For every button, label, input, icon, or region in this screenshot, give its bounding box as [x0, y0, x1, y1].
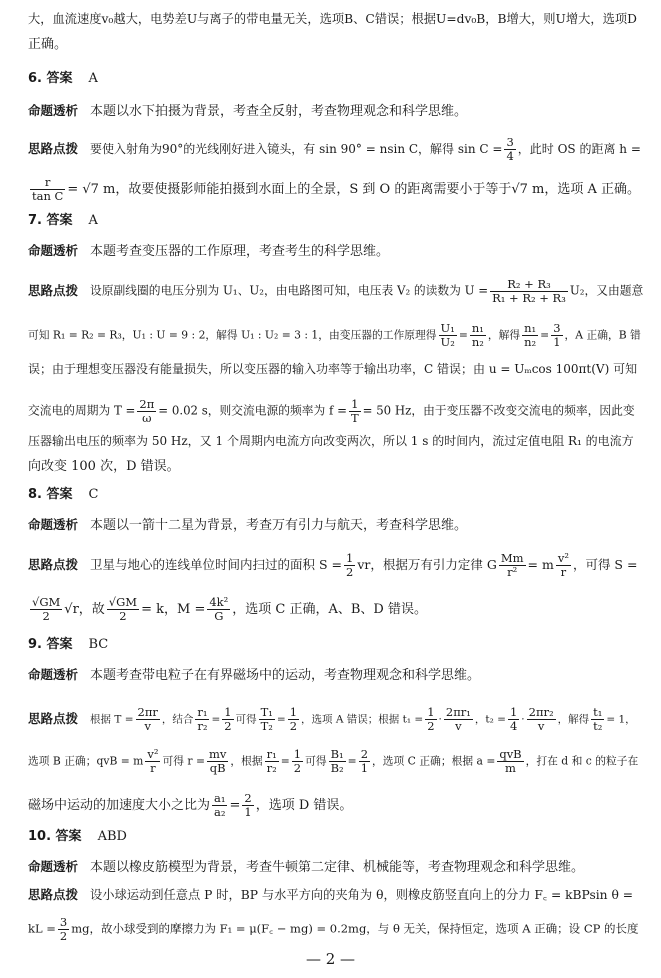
fraction: $\frac{\text{U₁}}{\text{U₂}}$: [440, 321, 455, 349]
fraction: $\frac{1}{2}$: [224, 705, 232, 733]
fraction: $\frac{2}{1}$: [244, 791, 252, 819]
fraction: $\frac{\text{r₁}}{\text{r₂}}$: [197, 705, 208, 733]
text-line: 命题透析 本题以橡皮筋模型为背景，考查牛顿第二定律、机械能等，考查物理观念和科学思维。: [28, 859, 585, 875]
fraction: $\frac{√GM}{2}$: [32, 595, 61, 623]
fraction: $\frac{1}{2}$: [289, 705, 298, 733]
fraction: $\frac{1}{2}$: [427, 705, 435, 733]
text-line: $\frac{r}{\text{tan C}}$ = √7 m，故要使摄影师能拍摄到水面上的全景，S 到 O 的距离需要小于等于√7 m，选项 A 正确。: [32, 175, 641, 203]
fraction: $\frac{3}{4}$: [506, 135, 514, 163]
text-line: 磁场中运动的加速度大小之比为 $\frac{\text{a₁}}{\text{a₂}}$ = $\frac{2}{1}$ ，选项 D 错误。: [28, 791, 353, 819]
fraction: $\frac{3}{2}$: [59, 915, 68, 943]
fraction: $\frac{2\pi}{\omega}$: [139, 397, 155, 425]
text-line: 命题透析 本题以一箭十二星为背景，考查万有引力与航天，考查科学思维。: [28, 517, 468, 533]
text-line: 大，血流速度v₀越大，电势差U与离子的带电量无关，选项B、C错误；根据U=dv₀B，B增大，则U增大，选项D: [28, 12, 637, 26]
text-line: 误；由于理想变压器没有能量损失，所以变压器的输入功率等于输出功率，C 错误；由 u = Uₘcos 100πt(V) 可知: [28, 362, 638, 376]
fraction: $\frac{\text{v²}}{r}$: [557, 551, 569, 579]
fraction: $\frac{2\pi r}{v}$: [137, 705, 158, 733]
text-line: 命题透析 本题考查变压器的工作原理，考查考生的科学思维。: [28, 243, 390, 259]
text-line: 思路点拨 要使入射角为90°的光线刚好进入镜头，有 sin 90° = nsin C，解得 sin C = $\frac{3}{4}$ ，此时 OS 的距离 h =: [28, 135, 641, 163]
fraction: $\frac{1}{4}$: [509, 705, 518, 733]
answer-heading: 6. 答案 A: [28, 71, 98, 86]
fraction: $\frac{\text{T₁}}{\text{T₂}}$: [260, 705, 273, 733]
fraction: $\frac{√GM}{2}$: [108, 595, 138, 623]
fraction: $\frac{mv}{qB}$: [208, 747, 227, 775]
text-line: 思路点拨 设小球运动到任意点 P 时，BP 与水平方向的夹角为 θ，则橡皮筋竖直向上的分力 F꜀ = kBPsin θ =: [28, 887, 633, 902]
fraction: $\frac{\text{qvB}}{m}$: [499, 747, 522, 775]
fraction: $\frac{\text{r₁}}{\text{r₂}}$: [266, 747, 277, 775]
text-line: kL = $\frac{3}{2}$ mg，故小球受到的摩擦力为 F₁ = μ(F꜀ − mg) = 0.2mg，与 θ 无关，保持恒定，选项 A 正确；设 CP 的长度: [28, 915, 639, 943]
answer-heading: 7. 答案 A: [28, 213, 98, 228]
text-line: 命题透析 本题考查带电粒子在有界磁场中的运动，考查物理观念和科学思维。: [28, 667, 481, 683]
answer-heading: 10. 答案 ABD: [28, 829, 127, 844]
fraction: $\frac{\text{n₁}}{\text{n₂}}$: [524, 321, 537, 349]
text-line: 思路点拨 卫星与地心的连线单位时间内扫过的面积 S = $\frac{1}{2}$ vr，根据万有引力定律 G $\frac{Mm}{\text{r²}}$ = m $\frac{\text{v²}}{r}$ ，可得 S =: [28, 551, 638, 579]
fraction: $\frac{r}{\text{tan C}}$: [32, 175, 64, 203]
text-line: 命题透析 本题以水下拍摄为背景，考查全反射，考查物理观念和科学思维。: [28, 103, 468, 119]
fraction: $\frac{1}{2}$: [293, 747, 302, 775]
text-line: $\frac{√GM}{2}$ √r，故 $\frac{√GM}{2}$ = k，M = $\frac{\text{4k²}}{G}$ ，选项 C 正确，A、B、D 错误。: [32, 595, 427, 623]
fraction: $\frac{Mm}{\text{r²}}$: [500, 551, 524, 579]
fraction: $\frac{2}{1}$: [360, 747, 369, 775]
fraction: $\frac{\text{2πr₁}}{v}$: [445, 705, 471, 733]
text-line: 思路点拨 根据 T = $\frac{2\pi r}{v}$ ，结合 $\frac{\text{r₁}}{\text{r₂}}$ = $\frac{1}{2}$ 可得 $\frac{\text{T₁}}{\text{T₂}}$ = $\frac{1}{2}$ ，选项 A 错误；根据 t₁ = $\frac{1}{2}$ · $\frac{\text{2πr₁}}{v}$ ，t₂ = $\frac{1}{4}$ · $\frac{\text{2πr₂}}{v}$ ，解得 $\frac{\text{t₁}}{\text{t₂}}$ = 1，: [28, 705, 636, 733]
text-line: 可知 R₁ = R₂ = R₃，U₁ : U = 9 : 2，解得 U₁ : U₂ = 3 : 1，由变压器的工作原理得 $\frac{\text{U₁}}{\text{U₂}}$ = $\frac{\text{n₁}}{\text{n₂}}$ ，解得 $\frac{\text{n₁}}{\text{n₂}}$ = $\frac{3}{1}$ ，A 正确，B 错: [28, 321, 641, 349]
fraction: $\frac{\text{R₂ + R₃}}{\text{R₁ + R₂ + R₃}}$: [492, 277, 566, 305]
text-line: 选项 B 正确；qvB = m $\frac{\text{v²}}{r}$ 可得 r = $\frac{mv}{qB}$ ，根据 $\frac{\text{r₁}}{\text{r₂}}$ = $\frac{1}{2}$ 可得 $\frac{\text{B₁}}{\text{B₂}}$ = $\frac{2}{1}$ ，选项 C 正确；根据 a = $\frac{\text{qvB}}{m}$ ，打在 d 和 c 的粒子在: [28, 747, 639, 775]
fraction: $\frac{1}{T}$: [350, 397, 359, 425]
fraction: $\frac{\text{a₁}}{\text{a₂}}$: [214, 791, 226, 819]
text-line: 压器输出电压的频率为 50 Hz，又 1 个周期内电流方向改变两次，所以 1 s 的时间内，流过定值电阻 R₁ 的电流方: [28, 434, 634, 448]
page-number: — 2 —: [305, 950, 356, 968]
fraction: $\frac{3}{1}$: [553, 321, 561, 349]
text-line: 向改变 100 次，D 错误。: [28, 459, 180, 474]
fraction: $\frac{\text{4k²}}{G}$: [209, 595, 229, 623]
fraction: $\frac{\text{2πr₂}}{v}$: [528, 705, 554, 733]
answer-heading: 9. 答案 BC: [28, 637, 109, 652]
fraction: $\frac{\text{n₁}}{\text{n₂}}$: [471, 321, 484, 349]
fraction: $\frac{\text{t₁}}{\text{t₂}}$: [593, 705, 603, 733]
text-line: 正确。: [28, 37, 68, 52]
fraction: $\frac{1}{2}$: [346, 551, 354, 579]
answer-heading: 8. 答案 C: [28, 487, 99, 502]
text-line: 思路点拨 设原副线圈的电压分别为 U₁、U₂，由电路图可知，电压表 V₂ 的读数为 U = $\frac{\text{R₂ + R₃}}{\text{R₁ + R₂ + R₃}}$ U₂，又由题意: [28, 277, 644, 305]
fraction: $\frac{\text{B₁}}{\text{B₂}}$: [330, 747, 344, 775]
text-line: 交流电的周期为 T = $\frac{2\pi}{\omega}$ = 0.02 s，则交流电源的频率为 f = $\frac{1}{T}$ = 50 Hz，由于变压器不改变交流电的频率，因此变: [28, 397, 635, 425]
fraction: $\frac{\text{v²}}{r}$: [147, 747, 159, 775]
